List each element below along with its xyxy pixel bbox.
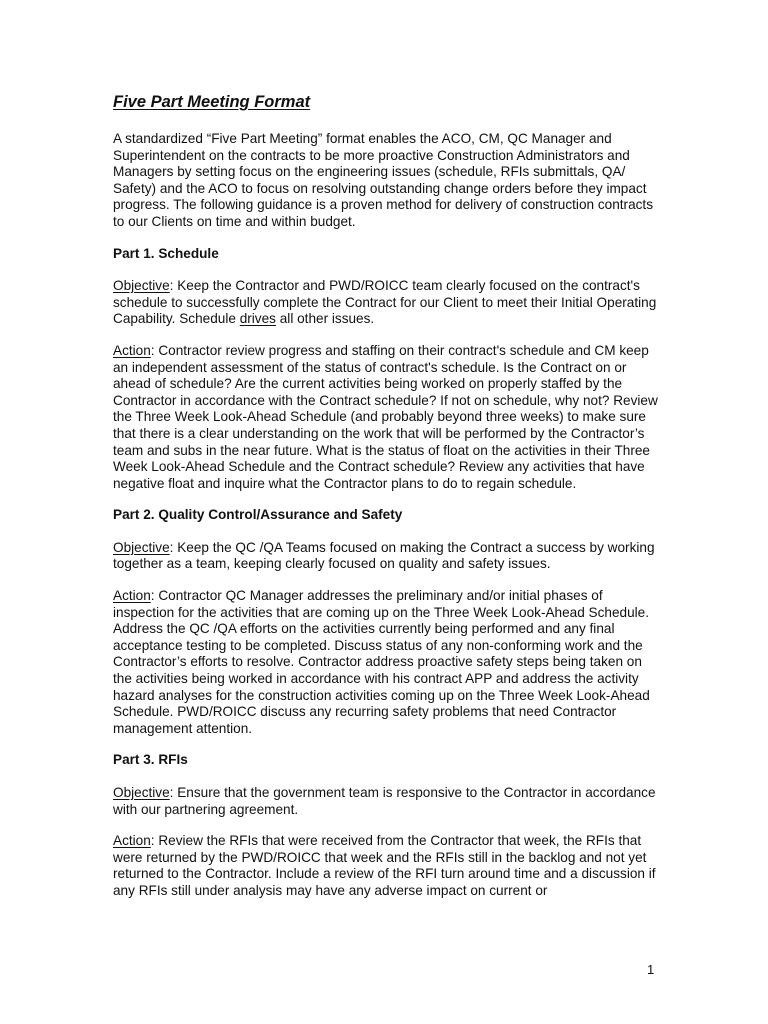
- objective-text: : Keep the QC /QA Teams focused on making the Contract a success by working together as a team, keeping clearly focused on quality and safety issues.: [113, 539, 655, 572]
- action-label: Action: [113, 588, 151, 604]
- part-3-heading: Part 3. RFIs: [113, 752, 188, 768]
- action-text: : Contractor review progress and staffing on their contract's schedule and CM keep an independent assessment of the status of contract's schedule. Is the Contract on or ahead of schedule? Are the current activities being worked on properly staffed by the Contractor in accordance with the Contract schedule? If not on schedule, why not? Review the Three Week Look-Ahead Schedule (and probably beyond three weeks) to make sure that there is a clear understanding on the work that will be performed by the Contractor’s team and subs in the near future. What is the status of float on the activities in their Three Week Look-Ahead Schedule and the Contract schedule? Review any activities that have negative float and inquire what the Contractor plans to do to regain schedule.: [113, 342, 658, 491]
- part-1-objective: [113, 278, 658, 328]
- action-label: Action: [113, 342, 151, 358]
- part-2-objective: [113, 540, 658, 573]
- document-page: [113, 92, 658, 915]
- part-3-action: [113, 833, 658, 899]
- emphasis-drives: drives: [239, 311, 276, 327]
- objective-text: : Keep the Contractor and PWD/ROICC team clearly focused on the contract's schedule to successfully complete the Contract for our Client to meet their Initial Operating Capability. Schedule: [113, 278, 657, 327]
- part-1-heading: Part 1. Schedule: [113, 245, 219, 261]
- action-label: Action: [113, 833, 151, 849]
- objective-label: Objective: [113, 278, 170, 294]
- part-2-action: [113, 588, 658, 737]
- document-title: Five Part Meeting Format: [113, 93, 311, 111]
- action-text: : Review the RFIs that were received from the Contractor that week, the RFIs that were returned by the PWD/ROICC that week and the RFIs still in the backlog and not yet returned to the Contractor. Include a review of the RFI turn around time and a discussion if any RFIs still under analysis may have any adverse impact on current or: [113, 833, 656, 898]
- page-number: 1: [647, 962, 655, 977]
- intro-paragraph: A standardized “Five Part Meeting” format enables the ACO, CM, QC Manager and Superintendent on the contracts to be more proactive Construction Administrators and Managers by setting focus on the engineering issues (schedule, RFIs submittals, QA/ Safety) and the ACO to focus on resolving outstanding change orders before they impact progress. The following guidance is a proven method for delivery of construction contracts to our Clients on time and within budget.: [113, 131, 654, 229]
- part-2-heading: Part 2. Quality Control/Assurance and Safety: [113, 507, 403, 523]
- part-3-objective: [113, 785, 658, 818]
- objective-label: Objective: [113, 539, 170, 555]
- objective-label: Objective: [113, 785, 170, 800]
- part-1-action: [113, 343, 658, 492]
- objective-text: : Ensure that the government team is responsive to the Contractor in accordance with our partnering agreement.: [113, 785, 656, 817]
- action-text: : Contractor QC Manager addresses the preliminary and/or initial phases of inspection for the activities that are coming up on the Three Week Look-Ahead Schedule. Address the QC /QA efforts on the activities currently being performed and any final acceptance testing to be completed. Discuss status of any non-conforming work and the Contractor’s efforts to resolve. Contractor address proactive safety steps being taken on the activities being worked in accordance with his contract APP and address the activity hazard analyses for the construction activities coming up on the Three Week Look-Ahead Schedule. PWD/ROICC discuss any recurring safety problems that need Contractor management attention.: [113, 588, 650, 736]
- objective-text-end: all other issues.: [275, 311, 375, 327]
